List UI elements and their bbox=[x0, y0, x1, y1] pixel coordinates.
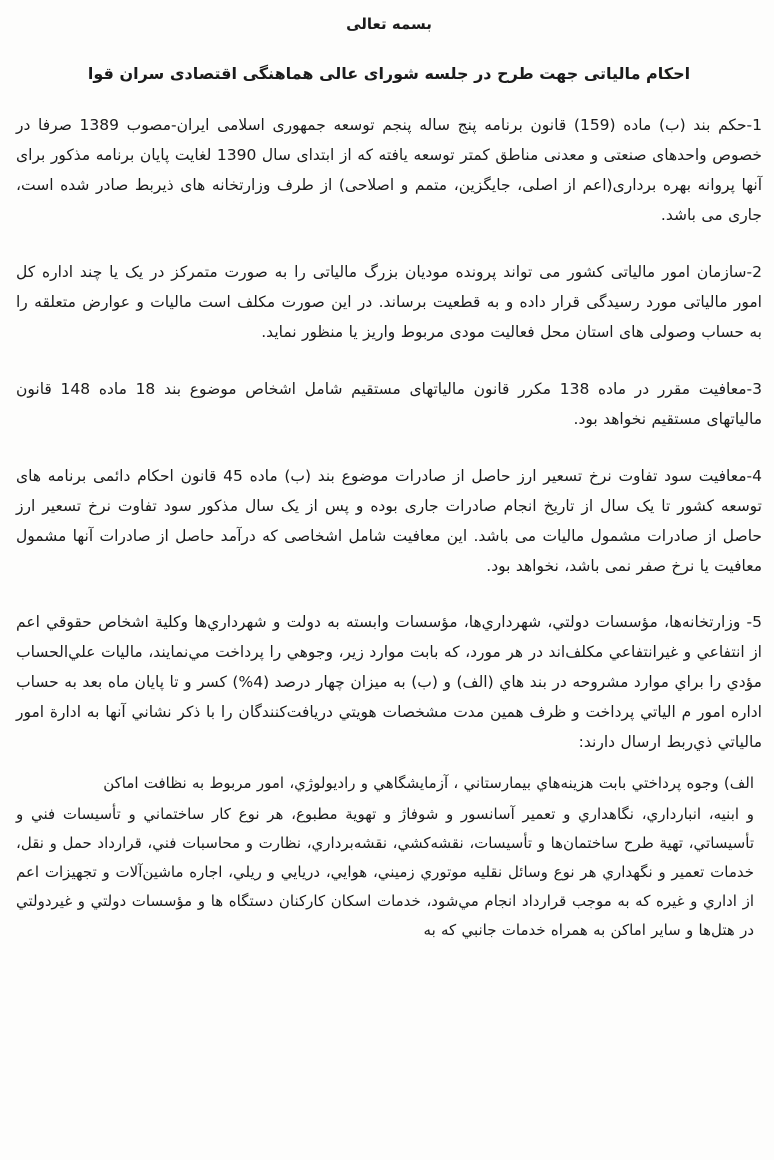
paragraph-4: 4-معافیت سود تفاوت نرخ تسعیر ارز حاصل از صادرات موضوع بند (ب) ماده 45 قانون احکام دائمی برنامه های توسعه کشور تا یک سال از تاریخ انجام صادرات جاری بوده و پس از یک سال مذکور سود تفاوت نرخ تسعیر ارز حاصل از صادرات مشمول مالیات می باشد. این معافیت شامل اشخاصی که درآمد حاصل از صادرات آنها مشمول معافیت یا نرخ صفر نمی باشد، نخواهد بود. bbox=[16, 467, 763, 575]
basmala-heading: بسمه تعالی bbox=[346, 15, 432, 33]
paragraph-2: 2-سازمان امور مالیاتی کشور می تواند پرونده مودیان بزرگ مالیاتی را به صورت متمرکز در یک یا چند اداره کل امور مالیاتی مورد رسیدگی قرار داده و به قطعیت برساند. در این صورت مکلف است مالیات و عوارض متعلقه را به حساب وصولی های استان محل فعالیت مودی مربوط واریز یا منظور نماید. bbox=[16, 263, 762, 341]
document-title: احکام مالیاتی جهت طرح در جلسه شورای عالی هماهنگی اقتصادی سران قوا bbox=[87, 64, 691, 83]
paragraph-3: 3-معافیت مقرر در ماده 138 مکرر قانون مالیاتهای مستقیم شامل اشخاص موضوع بند 18 ماده 148 قانون مالیاتهای مستقیم نخواهد بود. bbox=[16, 380, 762, 428]
paragraph-1: 1-حکم بند (ب) ماده (159) قانون برنامه پنج ساله پنجم توسعه جمهوری اسلامی ایران-مصوب 1389 صرفا در خصوص واحدهای صنعتی و معدنی مناطق کمتر توسعه یافته که از ابتدای سال 1390 لغایت پایان برنامه مذکور برای آنها پروانه بهره برداری(اعم از اصلی، جایگزین، متمم و اصلاحی) از طرف وزارتخانه های ذیربط صادر شده است، جاری می باشد. bbox=[16, 116, 762, 224]
subitem-continuation: و ابنيه، انبارداري، نگاهداري و تعمير آسانسور و شوفاژ و تهوية مطبوع، هر نوع كار ساختماني و تأسيسات فني و تأسيساتي، تهية طرح ساختمان‌ها و تأسيسات، نقشه‌كشي، نقشه‌برداري، نظارت و محاسبات فني، قرارداد حمل و نقل، خدمات تعمير و نگهداري هر نوع وسائل نقليه موتوري زميني، هوايي، دريايي و ريلي، اجاره ماشين‌آلات و تجهيزات اعم از اداري و غيره كه به موجب قرارداد انجام مي‌شود، خدمات اسكان كاركنان دستگاه ها و مؤسسات دولتي و غيردولتي در هتل‌ها و ساير اماكن به همراه خدمات جانبي كه به bbox=[16, 805, 754, 939]
paragraph-5: 5- وزارتخانه‌ها، مؤسسات دولتي، شهرداري‌ها، مؤسسات وابسته به دولت و شهرداري‌ها وكلية اشخاص حقوقي اعم از انتفاعي و غيرانتفاعي مكلف‌اند در هر مورد، كه بابت موارد زير، وجوهي را پرداخت مي‌نمايند، ماليات علي‌الحساب مؤدي را براي موارد مشروحه در بند هاي (الف) و (ب) به ميزان چهار درصد (4%) كسر و تا پايان ماه بعد به حساب اداره امور م الياتي پرداخت و ظرف همين مدت مشخصات هويتي دريافت‌كنندگان را با ذكر نشاني آنها به ادارة امور مالياتي ذي‌ربط ارسال دارند: bbox=[16, 613, 762, 751]
subitem-alef: الف) وجوه پرداختي بابت هزينه‌هاي بيمارستاني ، آزمايشگاهي و راديولوژي، امور مربوط به نظافت اماكن bbox=[103, 774, 754, 792]
